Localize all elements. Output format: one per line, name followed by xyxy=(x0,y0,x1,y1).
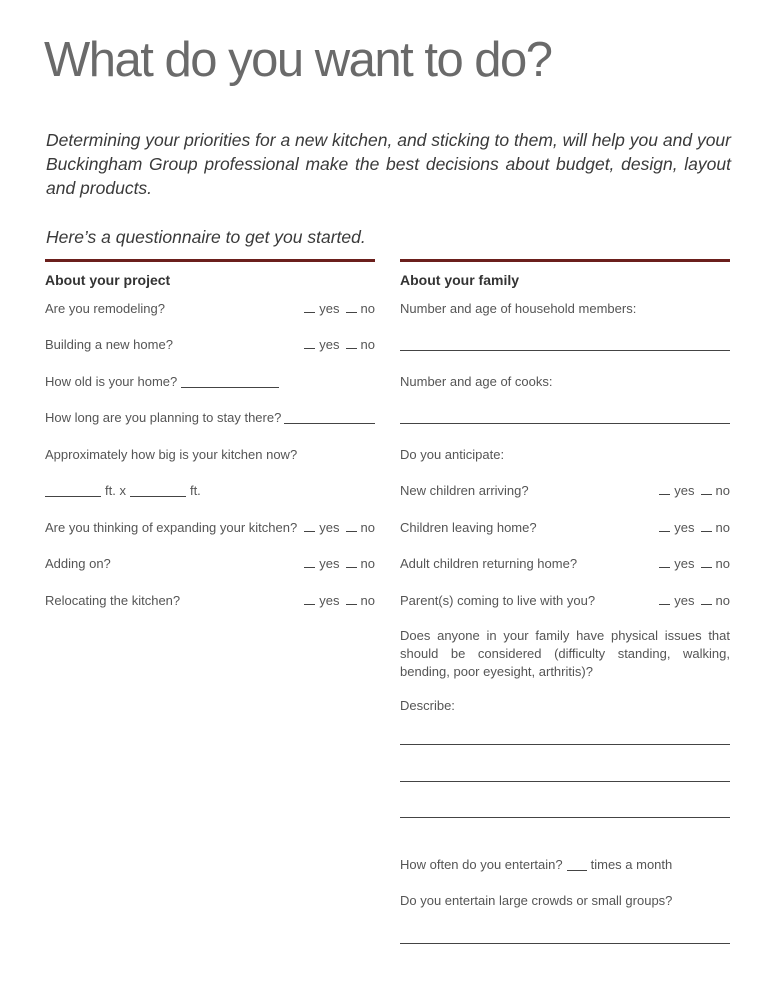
yes-no-choice[interactable] xyxy=(304,593,375,608)
answer-line[interactable] xyxy=(400,794,730,831)
question-label: Adding on? xyxy=(45,556,111,572)
yes-no-choice[interactable] xyxy=(659,556,730,571)
question-parents xyxy=(400,582,730,619)
answer-blank[interactable] xyxy=(567,858,587,871)
question-new-home xyxy=(45,327,375,364)
question-label: Number and age of household members: xyxy=(400,300,637,316)
no-label: no xyxy=(715,556,730,572)
question-label: Children leaving home? xyxy=(400,519,537,535)
question-anticipate xyxy=(400,436,730,473)
question-label: Parent(s) coming to live with you? xyxy=(400,592,596,608)
answer-line[interactable] xyxy=(400,919,730,956)
yes-no-choice[interactable] xyxy=(304,301,375,316)
question-how-big xyxy=(45,436,375,473)
question-new-children xyxy=(400,473,730,510)
kitchen-dimensions xyxy=(45,473,375,510)
project-section xyxy=(45,259,375,619)
question-label: Number and age of cooks: xyxy=(400,373,553,389)
answer-line[interactable] xyxy=(400,327,730,364)
question-label: How long are you planning to stay there? xyxy=(45,410,282,426)
family-section xyxy=(400,259,730,956)
question-expanding xyxy=(45,509,375,546)
question-label: How often do you entertain? xyxy=(400,856,563,872)
yes-label: yes xyxy=(319,337,340,353)
question-relocating xyxy=(45,582,375,619)
answer-blank[interactable] xyxy=(284,411,375,424)
no-label: no xyxy=(360,337,375,353)
no-label: no xyxy=(715,592,730,608)
question-how-old xyxy=(45,363,375,400)
yes-no-choice[interactable] xyxy=(304,337,375,352)
question-crowds xyxy=(400,883,730,920)
question-label: Building a new home? xyxy=(45,337,173,353)
question-label: How old is your home? xyxy=(45,373,178,389)
answer-line[interactable] xyxy=(400,721,730,758)
yes-label: yes xyxy=(674,519,695,535)
no-label: no xyxy=(360,556,375,572)
no-label: no xyxy=(360,300,375,316)
question-adult-children xyxy=(400,546,730,583)
question-label: Adult children returning home? xyxy=(400,556,578,572)
answer-line[interactable] xyxy=(400,400,730,437)
section-divider xyxy=(45,259,375,262)
intro-paragraph: Determining your priorities for a new kitchen, and sticking to them, will help you and your Buckingham Group professional make the best decisions about budget, design, layout and products. xyxy=(46,130,731,198)
section-divider xyxy=(400,259,730,262)
question-suffix: times a month xyxy=(590,856,673,872)
question-how-long xyxy=(45,400,375,437)
question-household xyxy=(400,290,730,327)
question-label: Do you anticipate: xyxy=(400,446,505,462)
question-children-leaving xyxy=(400,509,730,546)
question-label: Describe: xyxy=(400,698,455,713)
yes-no-choice[interactable] xyxy=(304,556,375,571)
question-cooks xyxy=(400,363,730,400)
question-adding-on xyxy=(45,546,375,583)
family-heading: About your family xyxy=(400,272,520,288)
question-physical: Does anyone in your family have physical issues that should be considered (difficulty standing, walking, bending, poor eyesight, arthritis)? xyxy=(400,627,730,679)
yes-label: yes xyxy=(674,556,695,572)
yes-label: yes xyxy=(319,300,340,316)
no-label: no xyxy=(715,483,730,499)
question-label: Are you remodeling? xyxy=(45,300,165,316)
ft-x-label: ft. x xyxy=(105,483,126,499)
no-label: no xyxy=(360,592,375,608)
yes-no-choice[interactable] xyxy=(659,593,730,608)
width-blank[interactable] xyxy=(45,484,101,497)
yes-no-choice[interactable] xyxy=(304,520,375,535)
question-label: Are you thinking of expanding your kitchen? xyxy=(45,519,298,535)
question-label: Do you entertain large crowds or small groups? xyxy=(400,893,673,909)
spacer xyxy=(400,830,730,846)
page-title: What do you want to do? xyxy=(44,33,552,87)
question-remodeling xyxy=(45,290,375,327)
answer-line[interactable] xyxy=(400,757,730,794)
question-describe xyxy=(400,691,730,721)
yes-label: yes xyxy=(319,519,340,535)
no-label: no xyxy=(360,519,375,535)
yes-label: yes xyxy=(674,483,695,499)
ft-label: ft. xyxy=(189,483,201,499)
yes-no-choice[interactable] xyxy=(659,483,730,498)
question-label: Approximately how big is your kitchen now? xyxy=(45,446,298,462)
subintro-text: Here’s a questionnaire to get you started. xyxy=(46,227,366,247)
question-entertain-frequency xyxy=(400,846,730,883)
answer-blank[interactable] xyxy=(181,375,279,388)
yes-label: yes xyxy=(319,556,340,572)
no-label: no xyxy=(715,519,730,535)
yes-label: yes xyxy=(319,592,340,608)
length-blank[interactable] xyxy=(130,484,186,497)
question-label: Relocating the kitchen? xyxy=(45,592,181,608)
project-heading: About your project xyxy=(45,272,171,288)
yes-label: yes xyxy=(674,592,695,608)
question-label: New children arriving? xyxy=(400,483,529,499)
yes-no-choice[interactable] xyxy=(659,520,730,535)
